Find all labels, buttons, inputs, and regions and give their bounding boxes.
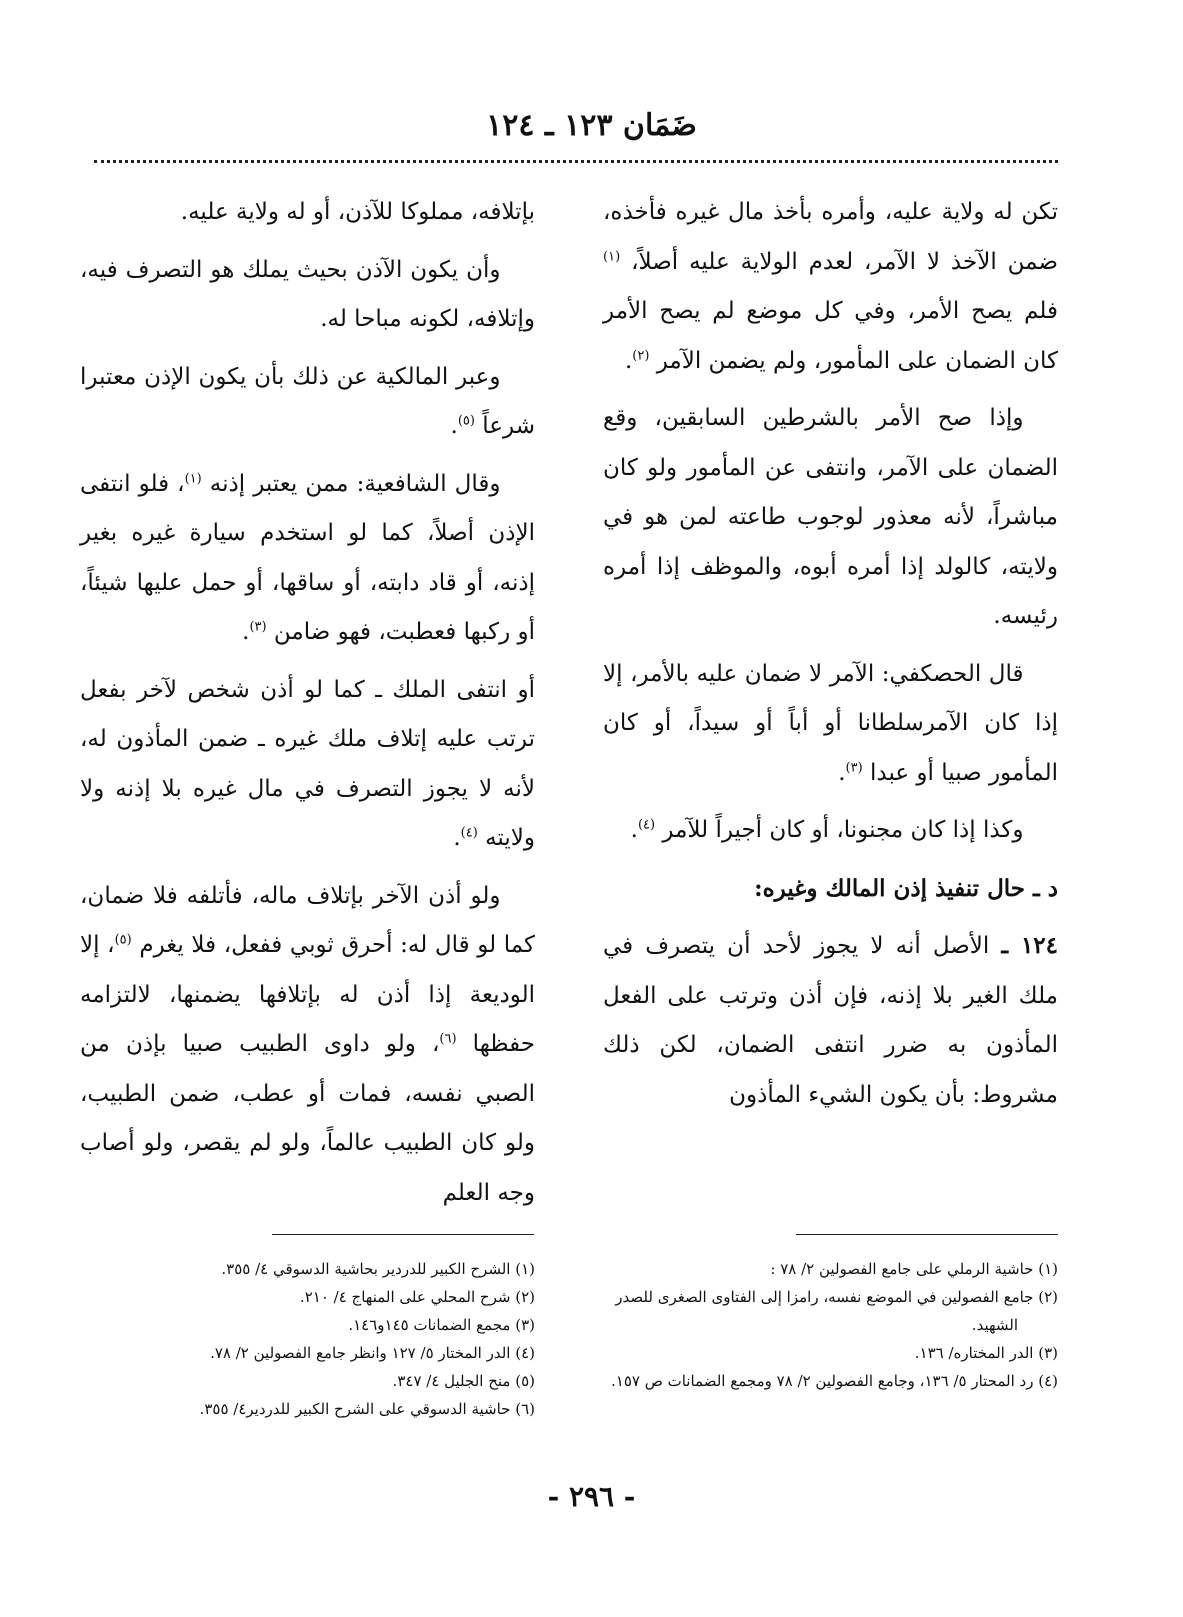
paragraph: وقال الشافعية: ممن يعتبر إذنه $^{(١)}$، فلو انتفى الإذن أصلاً، كما لو استخدم سيارة غيره بغير إذنه، أو قاد دابته، أو ساقها، أو حمل عليها شيئاً، أو ركبها فعطبت، فهو ضامن $^{(٣)}$. <box>80 470 535 645</box>
footnotes-right <box>603 1255 1058 1395</box>
footnote-ref[interactable]: (٤) <box>637 817 656 833</box>
page-number: - ٢٩٦ - <box>547 1480 636 1513</box>
footnote-ref[interactable]: (٢) <box>632 347 650 363</box>
footnote: (٤) الدر المختار ٥/ ١٢٧ وانظر جامع الفصولين ٢/ ٧٨. <box>210 1344 535 1362</box>
page-header-title: ضَمَان ١٢٣ ـ ١٢٤ <box>486 108 697 143</box>
footnote-ref[interactable]: (٥) <box>457 413 475 429</box>
footnote: (٢) شرح المحلي على المنهاج ٤/ ٢١٠. <box>299 1288 535 1306</box>
footnote-rule <box>272 1234 534 1235</box>
paragraph: قال الحصكفي: الآمر لا ضمان عليه بالأمر، إلا إذا كان الآمرسلطانا أو أباً أو سيداً، أو كان المأمور صبيا أو عبدا $^{(٣)}$. <box>603 660 1058 786</box>
footnote: (٥) منح الجليل ٤/ ٣٤٧. <box>392 1372 535 1390</box>
paragraph: ولو أذن الآخر بإتلاف ماله، فأتلفه فلا ضمان، كما لو قال له: أحرق ثوبي ففعل، فلا يغرم $^{(٥)}$، إلا الوديعة إذا أذن له بإتلافها يضمنها، لالتزامه حفظها $^{(٦)}$، ولو داوى الطبيب صبيا بإذن من الصبي نفسه، فمات أو عطب، ضمن الطبيب، ولو كان الطبيب عالماً، ولو لم يقصر، ولو أصاب وجه العلم <box>80 882 536 1206</box>
footnote-ref[interactable]: (٣) <box>845 759 863 775</box>
footnotes-left <box>80 1255 535 1423</box>
right-column <box>603 188 1058 1120</box>
section-heading: د ـ حال تنفيذ إذن المالك وغيره: <box>754 874 1058 902</box>
footnote-ref[interactable]: (١) <box>603 248 621 264</box>
paragraph: وإذا صح الأمر بالشرطين السابقين، وقع الضمان على الآمر، وانتفى عن المأمور ولو كان مباشراً، لأنه معذور لوجوب طاعته لمن هو في ولايته، كالولد إذا أمره أبوه، والموظف إذا أمره رئيسه. <box>603 405 1058 629</box>
footnote-ref[interactable]: (٥) <box>114 932 132 948</box>
paragraph: أو انتفى الملك ـ كما لو أذن شخص لآخر بفعل ترتب عليه إتلاف ملك غيره ـ ضمن المأذون له، لأنه لا يجوز التصرف في مال غيره بلا إذنه ولا ولايته $^{(٤)}$. <box>80 676 535 851</box>
footnote-ref[interactable]: (٤) <box>460 825 478 841</box>
left-column <box>80 188 535 1218</box>
paragraph: بإتلافه، مملوكا للآذن، أو له ولاية عليه. <box>180 199 535 225</box>
paragraph: وعبر المالكية عن ذلك بأن يكون الإذن معتبرا شرعاً $^{(٥)}$. <box>80 363 535 439</box>
paragraph: وأن يكون الآذن بحيث يملك هو التصرف فيه، وإتلافه، لكونه مباحا له. <box>80 256 535 332</box>
section-number: ١٢٤ ـ <box>1001 932 1059 959</box>
footnote: (٣) الدر المختاره/ ١٣٦. <box>914 1344 1058 1362</box>
paragraph: ١٢٤ ـ الأصل أنه لا يجوز لأحد أن يتصرف في ملك الغير بلا إذنه، فإن أذن وترتب على الفعل المأذون به ضرر انتفى الضمان، لكن ذلك مشروط: بأن يكون الشيء المأذون <box>603 932 1059 1108</box>
footnote: (١) الشرح الكبير للدردير بحاشية الدسوقي ٤/ ٣٥٥. <box>221 1260 535 1278</box>
header-dotted-rule <box>94 160 1058 163</box>
footnote-ref[interactable]: (٣) <box>249 619 267 635</box>
footnote-ref[interactable]: (٦) <box>439 1031 457 1047</box>
footnote: (٦) حاشية الدسوقي على الشرح الكبير للدردير٤/ ٣٥٥. <box>199 1400 535 1418</box>
footnote-rule <box>796 1234 1058 1235</box>
footnote: (١) حاشية الرملي على جامع الفصولين ٢/ ٧٨ : <box>770 1260 1058 1278</box>
footnote: (٢) جامع الفصولين في الموضع نفسه، رامزا إلى الفتاوى الصغرى للصدر الشهيد. <box>615 1288 1058 1334</box>
footnote: (٣) مجمع الضمانات ١٤٥و١٤٦. <box>348 1316 535 1334</box>
footnote: (٤) رد المحتار ٥/ ١٣٦، وجامع الفصولين ٢/ ٧٨ ومجمع الضمانات ص ١٥٧. <box>610 1372 1058 1390</box>
footnote-ref[interactable]: (١) <box>184 470 202 486</box>
paragraph: وكذا إذا كان مجنونا، أو كان أجيراً للآمر $^{(٤)}$. <box>630 817 1024 843</box>
paragraph: تكن له ولاية عليه، وأمره بأخذ مال غيره فأخذه، ضمن الآخذ لا الآمر، لعدم الولاية عليه أصلاً، $^{(١)}$ فلم يصح الأمر، وفي كل موضع لم يصح الأمر كان الضمان على المأمور، ولم يضمن الآمر $^{(٢)}$. <box>603 199 1058 374</box>
